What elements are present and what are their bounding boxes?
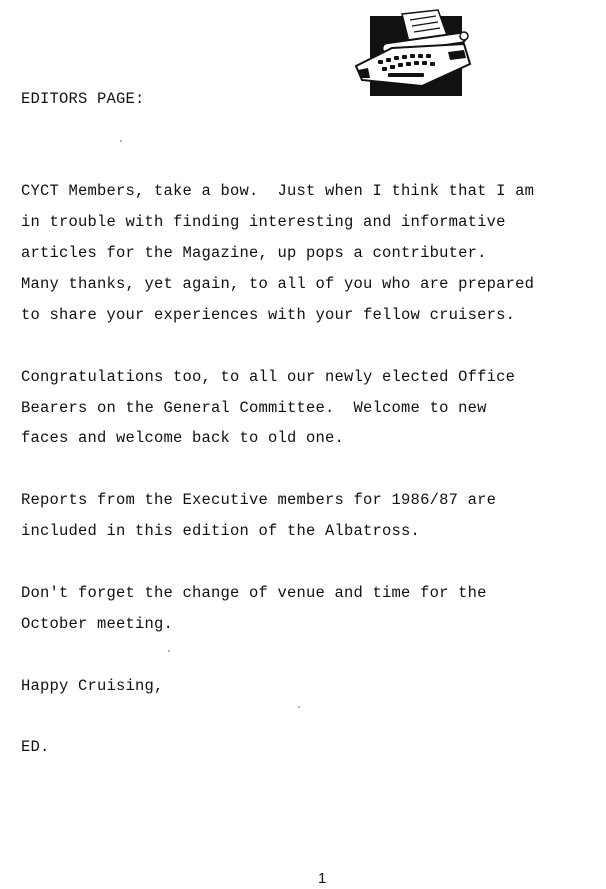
paragraph-4-line-1: Don't forget the change of venue and time for the: [21, 584, 487, 602]
closing-line: Happy Cruising,: [21, 677, 164, 695]
paragraph-1-line-4: Many thanks, yet again, to all of you who are prepared: [21, 275, 535, 293]
paragraph-3-line-2: included in this edition of the Albatross.: [21, 522, 421, 540]
page-heading: EDITORS PAGE:: [21, 90, 145, 108]
typewriter-icon: [352, 8, 478, 98]
paragraph-3-line-1: Reports from the Executive members for 1986/87 are: [21, 491, 497, 509]
scan-speck: [298, 706, 300, 708]
page-number: 1: [318, 870, 327, 887]
scan-speck: [168, 650, 170, 652]
paragraph-2-line-2: Bearers on the General Committee. Welcome to new: [21, 399, 487, 417]
paragraph-2-line-1: Congratulations too, to all our newly elected Office: [21, 368, 516, 386]
signature: ED.: [21, 738, 50, 756]
paragraph-4-line-2: October meeting.: [21, 615, 174, 633]
paragraph-2-line-3: faces and welcome back to old one.: [21, 429, 345, 447]
paragraph-1-line-2: in trouble with finding interesting and informative: [21, 213, 506, 231]
scan-speck: [120, 140, 122, 142]
paragraph-1-line-3: articles for the Magazine, up pops a contributer.: [21, 244, 487, 262]
paragraph-1-line-5: to share your experiences with your fellow cruisers.: [21, 306, 516, 324]
paragraph-1-line-1: CYCT Members, take a bow. Just when I think that I am: [21, 182, 535, 200]
